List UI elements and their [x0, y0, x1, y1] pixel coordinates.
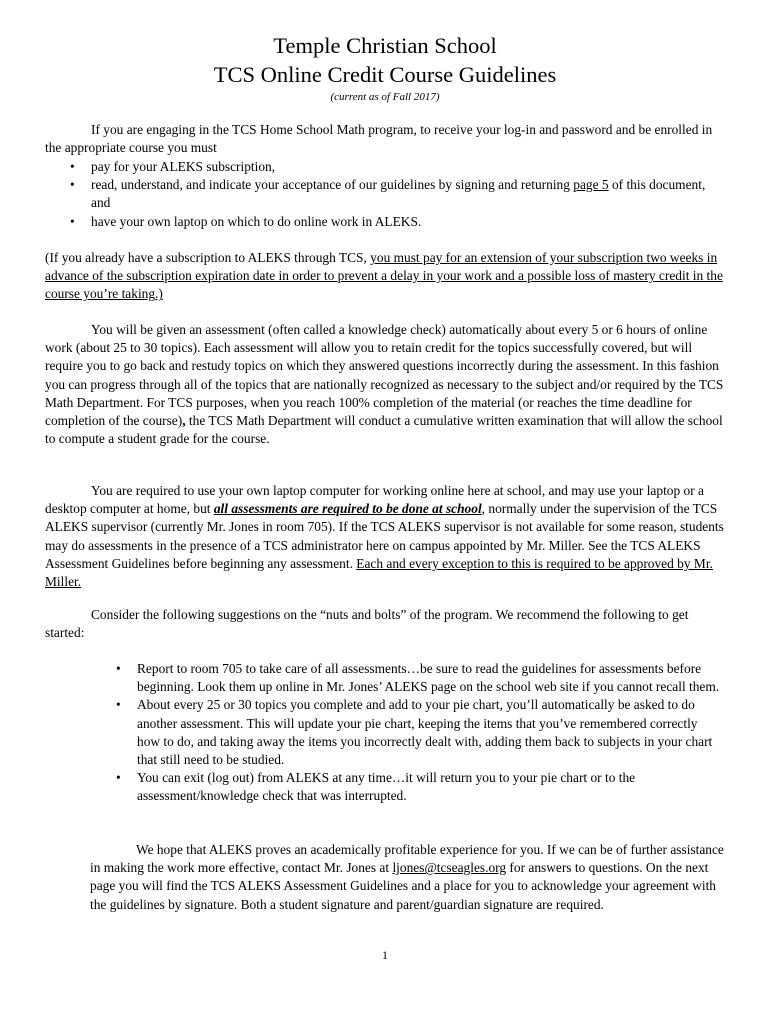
renewal-warning: you must pay for an extension of your subscription two weeks in advance of the subscription expiration date in order to prevent a delay in your work and a possible loss of mastery credit in the course you’re taking.): [45, 250, 723, 302]
page-number: 1: [382, 948, 388, 962]
list-item: [116, 769, 722, 805]
suggestion-text: About every 25 or 30 topics you complete and add to your pie chart, you’ll automatically be asked to do another assessment. This will update your pie chart, keeping the items that you’ve remembered correctly how to do, and taking away the items you incorrectly dealt with, adding them back to subjects in your chart that still need to be studied.: [137, 697, 713, 768]
list-item: [70, 213, 722, 231]
assessment-comma: ,: [182, 413, 186, 429]
school-name: Temple Christian School: [273, 33, 497, 58]
suggestions-list: [116, 660, 722, 806]
closing-text: for answers to questions. On the next page you will find the TCS ALEKS Assessment Guidelines and a place for you to acknowledge your agreement with the guidelines by signature. Both a student signature and parent/guardian signature are required.: [90, 860, 717, 912]
assessment-paragraph: [45, 321, 729, 448]
list-item: [70, 176, 722, 212]
laptop-paragraph: [45, 482, 729, 591]
requirement-text: have your own laptop on which to do online work in ALEKS.: [91, 213, 422, 229]
suggestion-text: You can exit (log out) from ALEKS at any time…it will return you to your pie chart or to the assessment/knowledge check that was interrupted.: [137, 770, 636, 804]
email-link[interactable]: ljones@tcseagles.org: [392, 860, 507, 876]
renewal-paragraph: [45, 249, 729, 304]
assessment-text: the TCS Math Department will conduct a cumulative written examination that will allow the school to compute a student grade for the course.: [45, 413, 723, 447]
requirements-list: [70, 158, 722, 231]
document-subtitle: (current as of Fall 2017): [330, 91, 440, 103]
intro-paragraph: If you are engaging in the TCS Home School Math program, to receive your log-in and password and be enrolled in the appropriate course you must: [45, 122, 713, 156]
list-item: [70, 158, 722, 176]
requirement-text: read, understand, and indicate your acceptance of our guidelines by signing and returning: [91, 177, 574, 193]
list-item: [116, 696, 722, 769]
closing-text: We hope that ALEKS proves an academically profitable experience for you. If we can be of further assistance in making the work more effective, contact Mr. Jones at: [90, 842, 724, 876]
closing-paragraph: [90, 841, 726, 914]
requirement-text: pay for your ALEKS subscription,: [91, 159, 276, 174]
list-item: [116, 660, 722, 696]
suggestion-text: Report to room 705 to take care of all assessments…be sure to read the guidelines for assessments before beginning. Look them up online in Mr. Jones’ ALEKS page on the school web site if you cannot recall them.: [137, 661, 720, 695]
laptop-text: You are required to use your own laptop computer for working online here at school, and may use your laptop or a desktop computer at home, but: [45, 483, 704, 517]
requirement-text: of this document, and: [91, 177, 706, 211]
document-title: TCS Online Credit Course Guidelines: [213, 62, 557, 87]
school-assessment-emphasis: all assessments are required to be done at school: [213, 501, 482, 517]
exception-note: Each and every exception to this is required to be approved by Mr. Miller.: [45, 555, 713, 590]
laptop-text: , normally under the supervision of the TCS ALEKS supervisor (currently Mr. Jones in room 705). If the TCS ALEKS supervisor is not available for some reason, students may do assessments in the presence of a TCS administrator here on campus appointed by Mr. Miller. See the TCS ALEKS Assessment Guidelines before beginning any assessment.: [45, 501, 724, 571]
page-5-link[interactable]: page 5: [573, 177, 609, 193]
renewal-text: (If you already have a subscription to ALEKS through TCS,: [45, 250, 371, 265]
assessment-text: You will be given an assessment (often called a knowledge check) automatically about every 5 or 6 hours of online work (about 25 to 30 topics). Each assessment will allow you to retain credit for the topics successfully covered, but will require you to go back and restudy topics on which they answered questions incorrectly during the assessment. In this fashion you can progress through all of the topics that are nationally recognized as necessary to the subject and/or required by the TCS Math Department. For TCS purposes, when you reach 100% completion of the material (or reaches the time deadline for completion of the course): [45, 322, 724, 429]
suggestions-intro: Consider the following suggestions on the “nuts and bolts” of the program. We recommend the following to get started:: [45, 607, 689, 641]
